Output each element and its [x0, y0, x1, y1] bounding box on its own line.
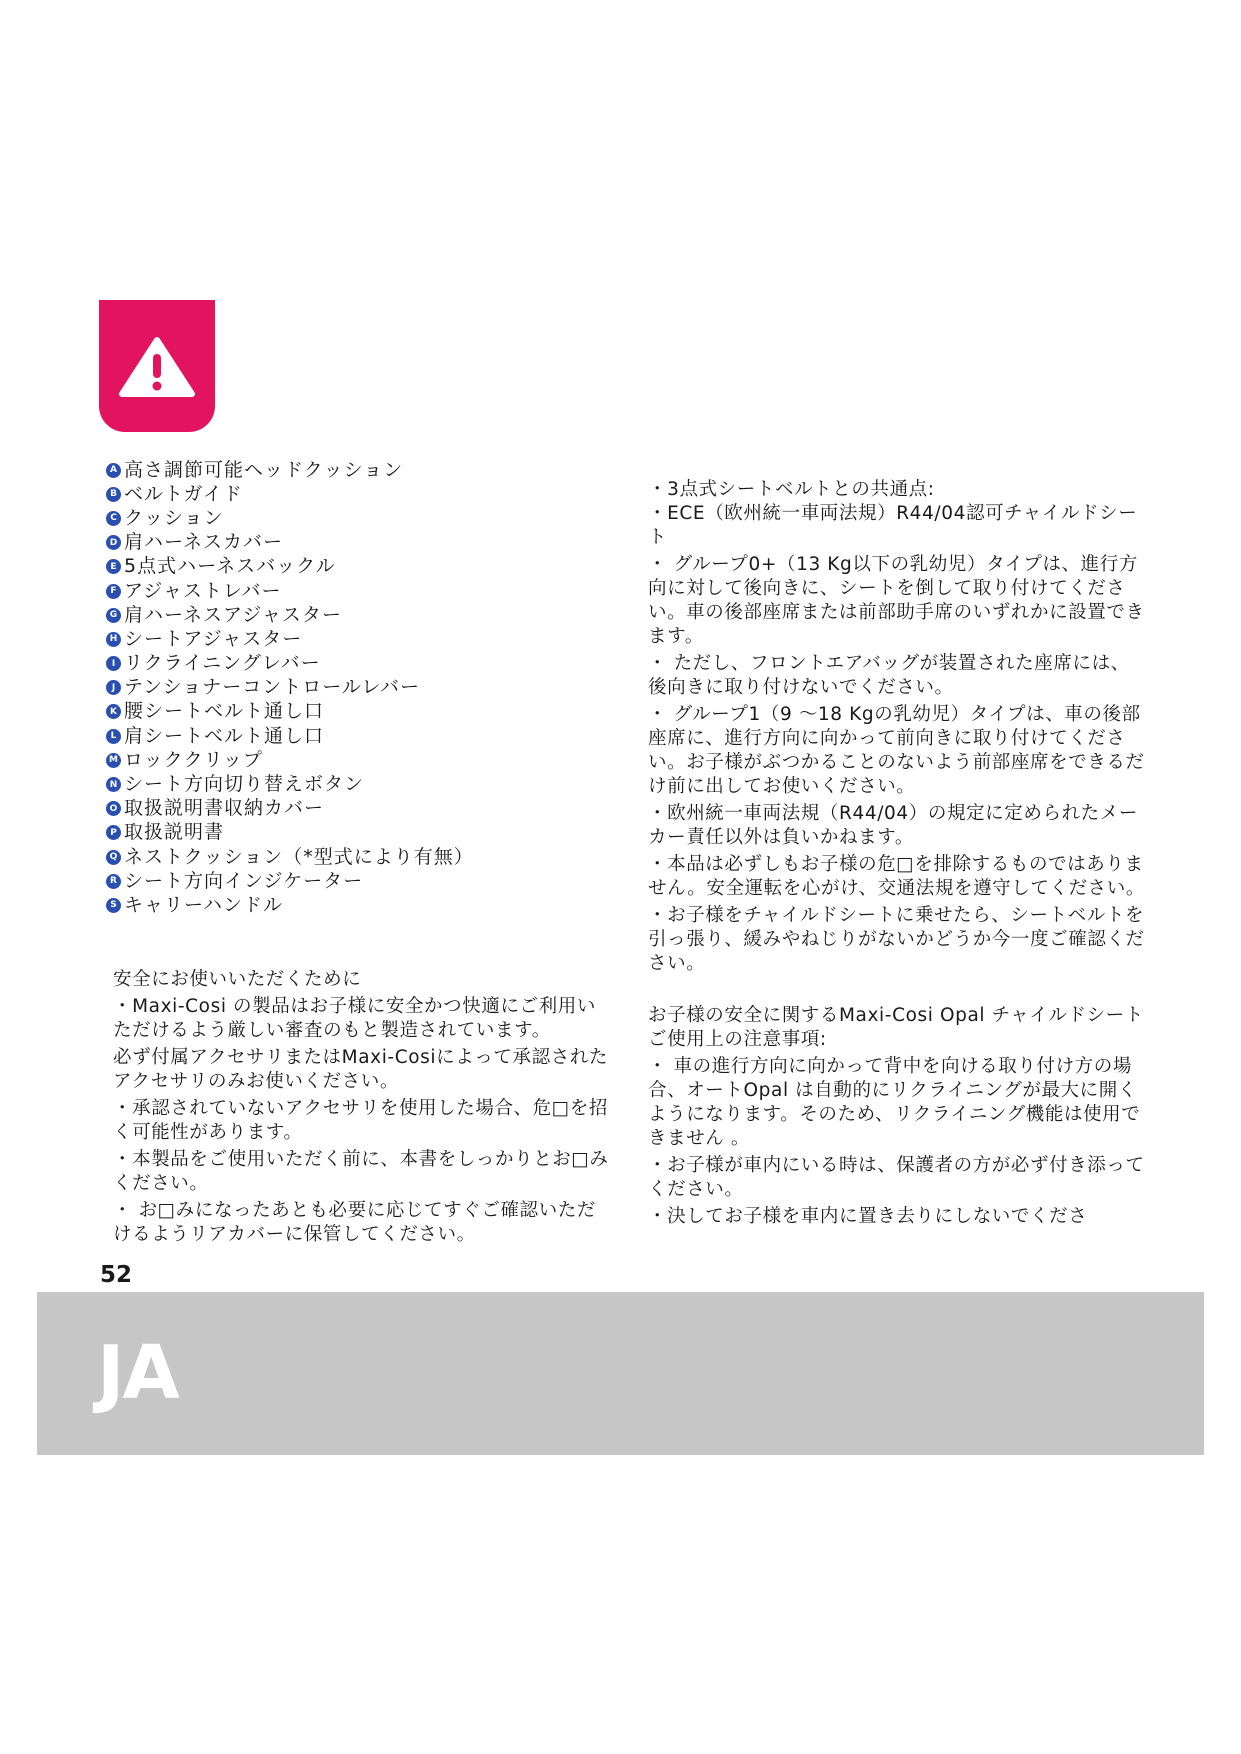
part-letter-badge: S — [106, 898, 121, 913]
page-number: 52 — [100, 1262, 133, 1288]
list-item — [106, 650, 626, 674]
part-letter-badge: I — [106, 656, 121, 671]
paragraph: ・ グループ1（9 ～18 Kgの乳幼児）タイプは、車の後部座席に、進行方向に向かって前向きに取り付けてください。お子様がぶつかることのないよう前部座席をできるだけ前に出してお使いください。 — [648, 704, 1145, 797]
part-letter-badge: Q — [106, 850, 121, 865]
part-letter-badge: D — [106, 535, 121, 550]
list-item — [106, 770, 626, 794]
list-item — [106, 553, 626, 577]
part-letter-badge: R — [106, 874, 121, 889]
part-label: ロッククリップ — [124, 748, 263, 771]
part-label: キャリーハンドル — [124, 893, 284, 916]
warning-tab — [99, 300, 215, 432]
list-item — [106, 529, 626, 553]
section-heading: 安全にお使いいただくために — [113, 969, 362, 990]
paragraph: ・Maxi-Cosi の製品はお子様に安全かつ快適にご利用いただけるよう厳しい審査のもと製造されています。 — [113, 996, 596, 1041]
part-letter-badge: B — [106, 487, 121, 502]
list-item — [106, 843, 626, 867]
paragraph: 必ず付属アクセサリまたはMaxi-Cosiによって承認されたアクセサリのみお使いください。 — [113, 1047, 609, 1092]
part-label: 5点式ハーネスバックル — [124, 555, 336, 578]
part-letter-badge: L — [106, 729, 121, 744]
paragraph: ・ 車の進行方向に向かって背中を向ける取り付け方の場合、オートOpal は自動的にリクライニングが最大に開くようになります。そのため、リクライニング機能は使用できません 。 — [648, 1056, 1141, 1149]
paragraph: ・3点式シートベルトとの共通点: — [648, 479, 935, 500]
part-letter-badge: N — [106, 777, 121, 792]
list-item — [106, 456, 626, 480]
list-item — [106, 480, 626, 504]
part-letter-badge: A — [106, 463, 121, 478]
list-item — [106, 601, 626, 625]
list-item — [106, 867, 626, 891]
paragraph: ・本製品をご使用いただく前に、本書をしっかりとお□みください。 — [113, 1149, 609, 1194]
part-letter-badge: O — [106, 801, 121, 816]
part-label: 取扱説明書 — [124, 821, 225, 844]
list-item — [106, 674, 626, 698]
part-label: 取扱説明書収納カバー — [124, 797, 325, 820]
part-label: 高さ調節可能ヘッドクッション — [124, 458, 404, 481]
paragraph: ・承認されていないアクセサリを使用した場合、危□を招く可能性があります。 — [113, 1098, 609, 1143]
part-letter-badge: M — [106, 753, 121, 768]
safety-notes-column — [648, 478, 1148, 1232]
part-label: 肩ハーネスカバー — [124, 531, 284, 554]
paragraph: ・お子様をチャイルドシートに乗せたら、シートベルトを引っ張り、緩みやねじりがないかどうか今一度ご確認ください。 — [648, 905, 1145, 974]
part-letter-badge: F — [106, 584, 121, 599]
part-label: ネストクッション（*型式により有無） — [124, 845, 474, 868]
paragraph: ・ ただし、フロントエアバッグが装置された座席には、後向きに取り付けないでください。 — [648, 653, 1130, 698]
list-item — [106, 819, 626, 843]
list-item — [106, 891, 626, 915]
paragraph: ・ グループ0+（13 Kg以下の乳幼児）タイプは、進行方向に対して後向きに、シートを倒して取り付けてください。車の後部座席または前部助手席のいずれかに設置できます。 — [648, 554, 1145, 647]
part-letter-badge: P — [106, 825, 121, 840]
paragraph: ・ECE（欧州統一車両法規）R44/04認可チャイルドシート — [648, 503, 1138, 548]
part-label: シート方向切り替えボタン — [124, 773, 365, 796]
list-item — [106, 625, 626, 649]
list-item — [106, 577, 626, 601]
part-label: クッション — [124, 506, 224, 529]
warning-icon — [119, 336, 195, 398]
part-letter-badge: J — [106, 680, 121, 695]
part-label: アジャストレバー — [124, 579, 282, 602]
list-item — [106, 795, 626, 819]
parts-list — [106, 456, 626, 916]
list-item — [106, 698, 626, 722]
list-item — [106, 746, 626, 770]
part-label: シート方向インジケーター — [124, 869, 364, 892]
part-letter-badge: H — [106, 632, 121, 647]
paragraph: ・ お□みになったあとも必要に応じてすぐご確認いただけるようリアカバーに保管してください。 — [113, 1200, 596, 1245]
paragraph: ・お子様が車内にいる時は、保護者の方が必ず付き添ってください。 — [648, 1155, 1145, 1200]
part-letter-badge: E — [106, 559, 121, 574]
paragraph: ・本品は必ずしもお子様の危□を排除するものではありません。安全運転を心がけ、交通法規を遵守してください。 — [648, 854, 1145, 899]
part-label: シートアジャスター — [124, 627, 303, 650]
language-code: JA — [97, 1330, 178, 1416]
part-label: ベルトガイド — [124, 482, 243, 505]
part-letter-badge: G — [106, 608, 121, 623]
part-label: 肩シートベルト通し口 — [124, 724, 325, 747]
safety-intro-column — [113, 968, 613, 1250]
paragraph: ・欧州統一車両法規（R44/04）の規定に定められたメーカー責任以外は負いかねます。 — [648, 803, 1138, 848]
part-label: 肩ハーネスアジャスター — [124, 603, 342, 626]
list-item — [106, 504, 626, 528]
paragraph: ・決してお子様を車内に置き去りにしないでくださ — [648, 1206, 1088, 1227]
part-letter-badge: K — [106, 704, 121, 719]
part-label: 腰シートベルト通し口 — [124, 700, 325, 723]
part-letter-badge: C — [106, 511, 121, 526]
part-label: テンショナーコントロールレバー — [124, 676, 421, 699]
list-item — [106, 722, 626, 746]
part-label: リクライニングレバー — [124, 652, 321, 675]
section-heading: お子様の安全に関するMaxi-Cosi Opal チャイルドシートご使用上の注意事項: — [648, 1005, 1144, 1050]
language-band — [37, 1292, 1204, 1455]
